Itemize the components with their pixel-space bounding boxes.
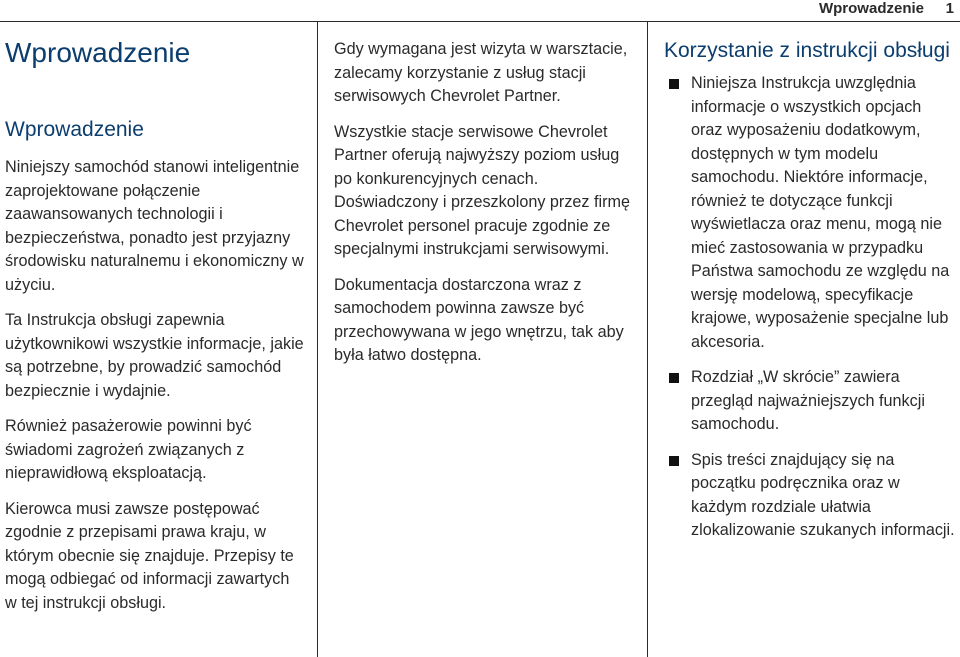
column-1 <box>5 36 305 615</box>
paragraph: Wszystkie stacje serwisowe Chevrolet Partner oferują najwyższy poziom usług po konkurencyjnych cenach. Doświadczony i przeszkolony przez firmę Chevrolet personel pracuje zgodnie ze specjalnymi instrukcjami serwisowymi. <box>334 122 630 258</box>
section-title-introduction: Wprowadzenie <box>5 118 144 141</box>
section-title-manual-usage: Korzystanie z instrukcji obsługi <box>664 39 950 62</box>
list-item-text: Rozdział „W skrócie” zawiera przegląd najważniejszych funkcji samochodu. <box>691 368 925 433</box>
chapter-title: Wprowadzenie <box>5 37 191 68</box>
paragraph: Dokumentacja dostarczona wraz z samochodem powinna zawsze być przechowywana w jego wnętrzu, tak aby była łatwo dostępna. <box>334 275 624 364</box>
list-item-text: Spis treści znajdujący się na początku podręcznika oraz w każdym rozdziale ułatwia zlokalizowanie szukanych informacji. <box>691 450 955 539</box>
paragraph: Również pasażerowie powinni być świadomi zagrożeń związanych z nieprawidłową eksploatacją. <box>5 417 252 482</box>
column-3 <box>664 38 956 543</box>
running-header-title: Wprowadzenie <box>818 0 924 17</box>
paragraph: Kierowca musi zawsze postępować zgodnie z przepisami prawa kraju, w którym obecnie się znajduje. Przepisy te mogą odbiegać od informacji zawartych w tej instrukcji obsługi. <box>5 499 294 612</box>
header-rule <box>0 21 960 22</box>
square-bullet-icon <box>669 456 679 466</box>
column-divider-2 <box>647 22 648 657</box>
bullet-list <box>664 72 956 543</box>
square-bullet-icon <box>669 79 679 89</box>
paragraph: Gdy wymagana jest wizyta w warsztacie, zalecamy korzystanie z usług stacji serwisowych Chevrolet Partner. <box>334 40 628 105</box>
paragraph: Niniejszy samochód stanowi inteligentnie zaprojektowane połączenie zaawansowanych technologii i bezpieczeństwa, ponadto jest przyjazny środowisku naturalnemu i ekonomiczny w użyciu. <box>5 158 304 294</box>
page-number: 1 <box>945 0 954 17</box>
list-item <box>664 72 956 354</box>
page-header <box>0 0 960 20</box>
column-2 <box>334 38 634 368</box>
column-divider-1 <box>317 22 318 657</box>
list-item-text: Niniejsza Instrukcja uwzględnia informacje o wszystkich opcjach oraz wyposażeniu dodatkowym, dostępnych w tym modelu samochodu. Niektóre informacje, również te dotyczące funkcji wyświetlacza oraz menu, mogą nie mieć zastosowania w przypadku Państwa samochodu ze względu na wersję modelową, specyfikacje krajowe, wyposażenie specjalne lub akcesoria. <box>691 74 950 351</box>
square-bullet-icon <box>669 373 679 383</box>
paragraph: Ta Instrukcja obsługi zapewnia użytkownikowi wszystkie informacje, jakie są potrzebne, by prowadzić samochód bezpiecznie i wydajnie. <box>5 311 304 400</box>
list-item <box>664 366 956 437</box>
list-item <box>664 449 956 543</box>
